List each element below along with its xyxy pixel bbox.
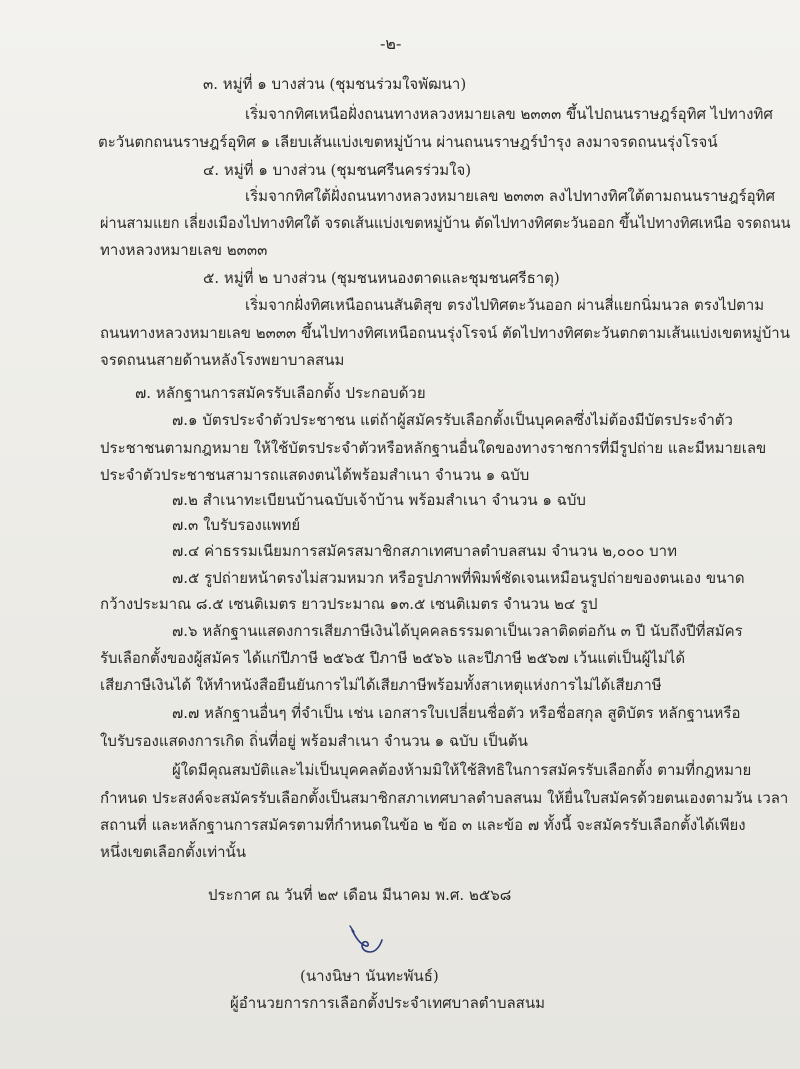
item-3-line-1: เริ่มจากทิศเหนือฝั่งถนนทางหลวงหมายเลข ๒๓๓๓ ขึ้นไปถนนราษฎร์อุทิศ ไปทางทิศ bbox=[245, 105, 773, 123]
sub-7-7-line-1: ๗.๗ หลักฐานอื่นๆ ที่จำเป็น เช่น เอกสารใบเปลี่ยนชื่อตัว หรือชื่อสกุล สูติบัตร หลักฐานหรือ bbox=[172, 704, 741, 722]
item-5-line-1: เริ่มจากฝั่งทิศเหนือถนนสันติสุข ตรงไปทิศตะวันออก ผ่านสี่แยกนิ่มนวล ตรงไปตาม bbox=[245, 296, 765, 314]
sub-7-1-line-2: ประชาชนตามกฎหมาย ให้ใช้บัตรประจำตัวหรือหลักฐานอื่นใดของทางราชการที่มีรูปถ่าย และมีหมายเลข bbox=[100, 439, 767, 457]
item-4-line-1: เริ่มจากทิศใต้ฝั่งถนนทางหลวงหมายเลข ๒๓๓๓ ลงไปทางทิศใต้ตามถนนราษฎร์อุทิศ bbox=[245, 187, 775, 205]
sub-7-6-line-3: เสียภาษีเงินได้ ให้ทำหนังสือยืนยันการไม่ได้เสียภาษีพร้อมทั้งสาเหตุแห่งการไม่ได้เสียภาษี bbox=[100, 676, 662, 694]
sub-7-5-line-2: กว้างประมาณ ๘.๕ เซนติเมตร ยาวประมาณ ๑๓.๕ เซนติเมตร จำนวน ๒๔ รูป bbox=[100, 595, 598, 613]
signer-title: ผู้อำนวยการการเลือกตั้งประจำเทศบาลตำบลสนม bbox=[230, 994, 545, 1012]
sub-7-1-line-3: ประจำตัวประชาชนสามารถแสดงตนได้พร้อมสำเนา จำนวน ๑ ฉบับ bbox=[100, 466, 530, 484]
item-4-line-2: ผ่านสามแยก เลี่ยงเมืองไปทางทิศใต้ จรดเส้นแบ่งเขตหมู่บ้าน ตัดไปทางทิศตะวันออก ขึ้นไปทางทิศเหนือ จรดถนน bbox=[100, 214, 791, 232]
item-5-line-2: ถนนทางหลวงหมายเลข ๒๓๓๓ ขึ้นไปทางทิศเหนือถนนรุ่งโรจน์ ตัดไปทางทิศตะวันตกตามเส้นแบ่งเขตหมู่บ้าน bbox=[100, 324, 790, 342]
item-3-heading: ๓. หมู่ที่ ๑ บางส่วน (ชุมชนร่วมใจพัฒนา) bbox=[203, 75, 467, 93]
item-3-line-2: ตะวันตกถนนราษฎร์อุทิศ ๑ เลียบเส้นแบ่งเขตหมู่บ้าน ผ่านถนนราษฎร์บำรุง ลงมาจรดถนนรุ่งโรจน์ bbox=[98, 133, 718, 151]
sub-7-1-line-1: ๗.๑ บัตรประจำตัวประชาชน แต่ถ้าผู้สมัครรับเลือกตั้งเป็นบุคคลซึ่งไม่ต้องมีบัตรประจำตัว bbox=[172, 411, 733, 429]
sub-7-7-line-2: ใบรับรองแสดงการเกิด ถิ่นที่อยู่ พร้อมสำเนา จำนวน ๑ ฉบับ เป็นต้น bbox=[100, 732, 528, 750]
item-5-heading: ๕. หมู่ที่ ๒ บางส่วน (ชุมชนหนองตาดและชุมชนศรีธาตุ) bbox=[203, 269, 560, 287]
closing-line-3: สถานที่ และหลักฐานการสมัครตามที่กำหนดในข้อ ๒ ข้อ ๓ และข้อ ๗ ทั้งนี้ จะสมัครรับเลือกตั้งได้เพียง bbox=[100, 816, 746, 834]
closing-line-2: กำหนด ประสงค์จะสมัครรับเลือกตั้งเป็นสมาชิกสภาเทศบาลตำบลสนม ให้ยื่นใบสมัครด้วยตนเองตามวัน เวลา bbox=[100, 789, 789, 807]
section-7-heading: ๗. หลักฐานการสมัครรับเลือกตั้ง ประกอบด้วย bbox=[135, 384, 426, 402]
sub-7-6-line-2: รับเลือกตั้งของผู้สมัคร ได้แก่ปีภาษี ๒๕๖๕ ปีภาษี ๒๕๖๖ และปีภาษี ๒๕๖๗ เว้นแต่เป็นผู้ไม่ได้ bbox=[100, 649, 686, 667]
page-number: -๒- bbox=[380, 34, 402, 53]
announcement-date: ประกาศ ณ วันที่ ๒๙ เดือน มีนาคม พ.ศ. ๒๕๖๘ bbox=[208, 886, 512, 904]
sub-7-2: ๗.๒ สำเนาทะเบียนบ้านฉบับเจ้าบ้าน พร้อมสำเนา จำนวน ๑ ฉบับ bbox=[172, 491, 586, 509]
item-4-line-3: ทางหลวงหมายเลข ๒๓๓๓ bbox=[100, 241, 268, 259]
sub-7-5-line-1: ๗.๕ รูปถ่ายหน้าตรงไม่สวมหมวก หรือรูปภาพที่พิมพ์ชัดเจนเหมือนรูปถ่ายของตนเอง ขนาด bbox=[172, 569, 745, 587]
signer-name: (นางนิษา นันทะพันธ์) bbox=[300, 967, 439, 985]
closing-line-1: ผู้ใดมีคุณสมบัติและไม่เป็นบุคคลต้องห้ามมิให้ใช้สิทธิในการสมัครรับเลือกตั้ง ตามที่กฎหมาย bbox=[172, 761, 752, 779]
sub-7-4: ๗.๔ ค่าธรรมเนียมการสมัครสมาชิกสภาเทศบาลตำบลสนม จำนวน ๒,๐๐๐ บาท bbox=[172, 542, 677, 560]
signature-mark bbox=[346, 922, 386, 958]
sub-7-6-line-1: ๗.๖ หลักฐานแสดงการเสียภาษีเงินได้บุคคลธรรมดาเป็นเวลาติดต่อกัน ๓ ปี นับถึงปีที่สมัคร bbox=[172, 622, 743, 640]
sub-7-3: ๗.๓ ใบรับรองแพทย์ bbox=[172, 516, 301, 534]
item-5-line-3: จรดถนนสายด้านหลังโรงพยาบาลสนม bbox=[100, 351, 345, 369]
item-4-heading: ๔. หมู่ที่ ๑ บางส่วน (ชุมชนศรีนครร่วมใจ) bbox=[203, 161, 472, 179]
closing-line-4: หนึ่งเขตเลือกตั้งเท่านั้น bbox=[100, 843, 247, 861]
